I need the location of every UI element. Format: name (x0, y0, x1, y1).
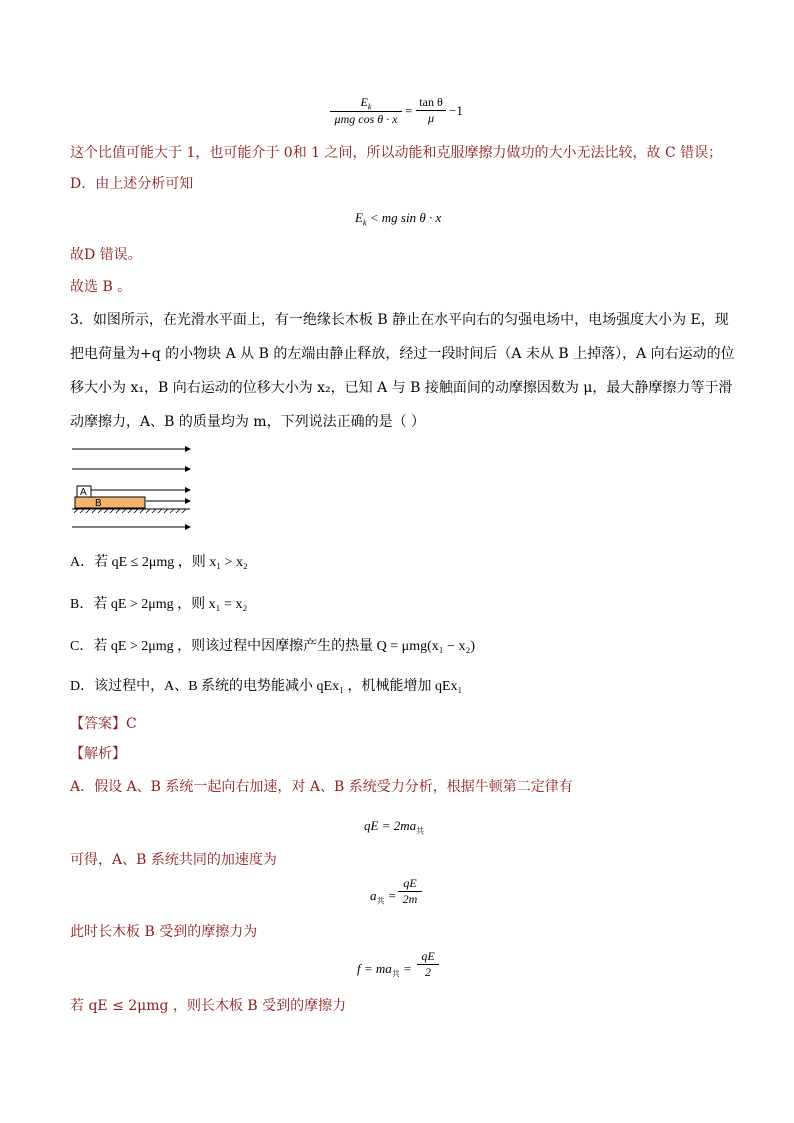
label-b: B (95, 498, 102, 509)
option-b: B．若 qE > 2μmg ，则 x₁ = x₂ (70, 597, 248, 612)
question-line-1: 3．如图所示，在光滑水平面上，有一绝缘长木板 B 静止在水平向右的匀强电场中，电场强度大小为 E，现 (70, 312, 729, 328)
text-d-wrong: 故D 错误。 (70, 247, 142, 263)
text-friction-intro: 此时长木板 B 受到的摩擦力为 (70, 924, 258, 940)
text-d-intro: D．由上述分析可知 (70, 176, 194, 192)
fraction-friction: $\frac{qE}{2}$ (417, 949, 439, 980)
field-diagram-svg (70, 443, 200, 535)
equation-qe-2ma: qE = $2ma_共$ (364, 818, 425, 836)
option-d: D．该过程中，A、B 系统的电势能减小 qEx₁ ，机械能增加 qEx₁ (70, 679, 463, 694)
question-line-2: 把电荷量为+q 的小物块 A 从 B 的左端由静止释放，经过一段时间后（A 未从 B 上掉落），A 向右运动的位 (70, 346, 735, 362)
answer-label: 【答案】C (70, 716, 137, 732)
equation-ek-ratio (330, 95, 490, 135)
text-ratio: 这个比值可能大于 1，也可能介于 0和 1 之间，所以动能和克服摩擦力做功的大小无法比较，故 C 错误； (70, 145, 723, 161)
analysis-a-intro: A．假设 A、B 系统一起向右加速，对 A、B 系统受力分析，根据牛顿第二定律有 (70, 779, 573, 795)
equation-ek-inequality: $E_k$ < mg sin θ · x (355, 210, 442, 228)
minus-one: −1 (449, 103, 463, 118)
text-last: 若 qE ≤ 2μmg ，则长木板 B 受到的摩擦力 (70, 998, 347, 1014)
fraction-left: $E_k$ μmg cos θ · x (330, 95, 402, 127)
text-choose: 故选 B 。 (70, 279, 132, 295)
fraction-right: $\frac{\text{tan θ}}{\mu}$ (416, 95, 446, 126)
fraction-acc: $\frac{qE}{2m}$ (398, 876, 422, 907)
label-a: A (80, 487, 87, 498)
text-common-acc: 可得，A、B 系统共同的加速度为 (70, 852, 277, 868)
question-line-4: 动摩擦力，A、B 的质量均为 m，下列说法正确的是（ ） (70, 414, 426, 430)
board-b (75, 497, 145, 508)
equation-acc: $a_共$ = $\frac{qE}{2m}$ (370, 876, 450, 916)
ground-hatch (74, 509, 186, 513)
option-a: A．若 qE ≤ 2μmg ，则 x₁ > x₂ (70, 555, 248, 570)
field-diagram (70, 443, 200, 535)
question-line-3: 移大小为 x₁，B 向右运动的位移大小为 x₂，已知 A 与 B 接触面间的动摩擦因数为 μ，最大静摩擦力等于滑 (70, 380, 733, 396)
analysis-label: 【解析】 (70, 746, 126, 762)
equals-sign: = (405, 103, 413, 118)
equation-friction: $f = ma_共$ = $\frac{qE}{2}$ (357, 949, 457, 989)
option-c: C．若 qE > 2μmg ，则该过程中因摩擦产生的热量 Q = μmg(x₁ − x₂) (70, 639, 476, 654)
